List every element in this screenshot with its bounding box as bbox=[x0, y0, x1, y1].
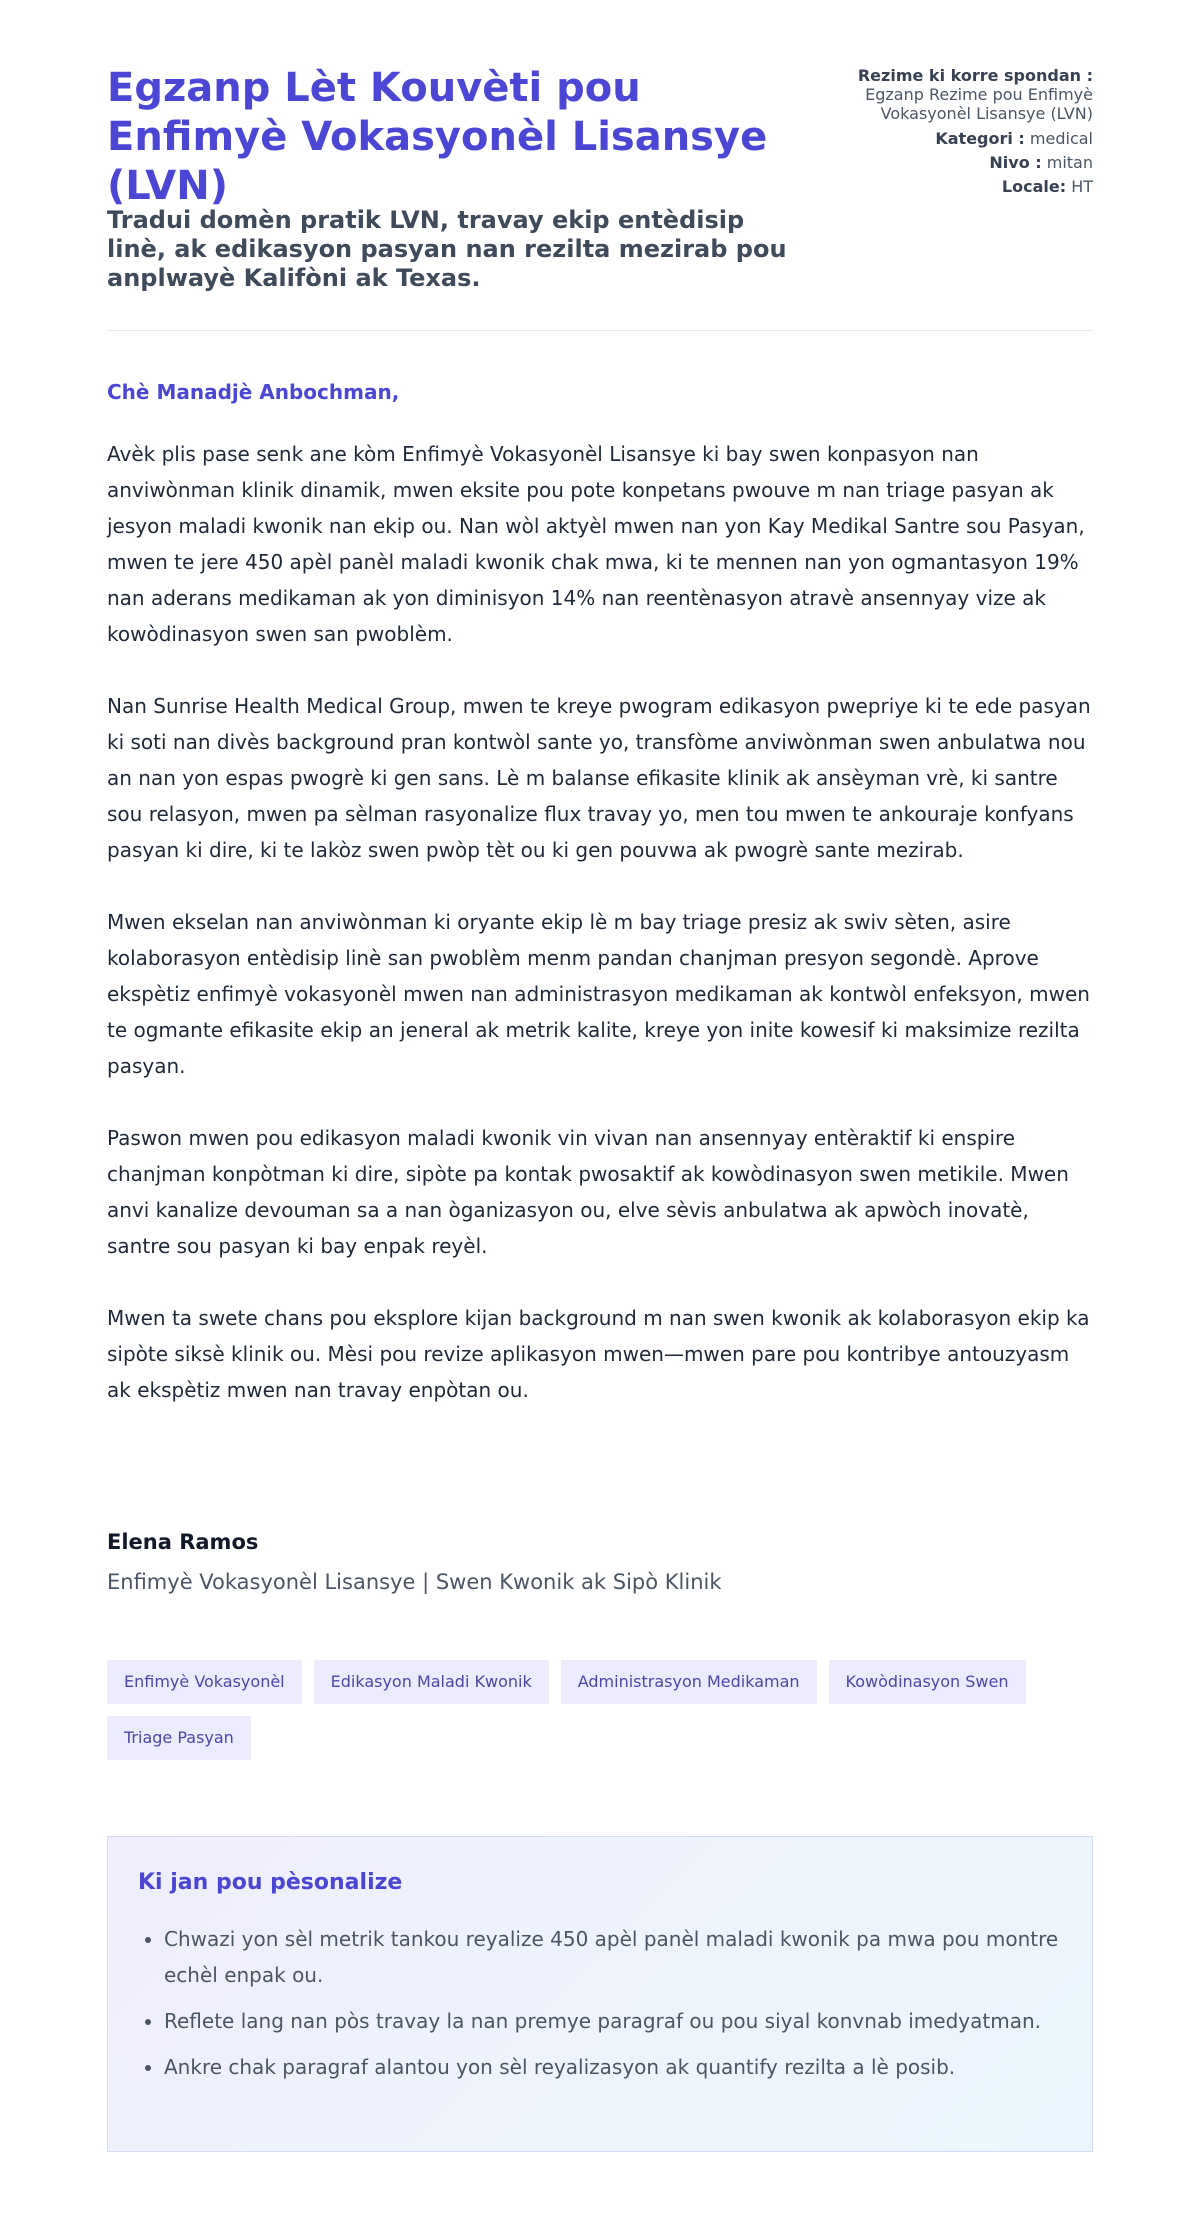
letter-paragraph: Mwen ekselan nan anviwònman ki oryante ekip lè m bay triage presiz ak swiv sèten, asire kolaborasyon entèdisip linè san pwoblèm menm pandan chanjman presyon segondè. Aprove ekspètiz enfimyè vokasyonèl mwen nan administrasyon medikaman ak kontwòl enfeksyon, mwen te ogmante efikasite ekip an jeneral ak metrik kalite, kreye yon inite kowesif ki maksimize rezilta pasyan. bbox=[107, 910, 1090, 1078]
skill-tag: Enfimyè Vokasyonèl bbox=[107, 1660, 302, 1704]
letter-paragraph: Paswon mwen pou edikasyon maladi kwonik vin vivan nan ansennyay entèraktif ki enspire chanjman konpòtman ki dire, sipòte pa kontak pwosaktif ak kowòdinasyon swen metikile. Mwen anvi kanalize devouman sa a nan òganizasyon ou, elve sèvis anbulatwa ak apwòch inovatè, santre sou pasyan ki bay enpak reyèl. bbox=[107, 1126, 1069, 1258]
skill-tag: Triage Pasyan bbox=[107, 1716, 251, 1760]
tips-item: • Chwazi yon sèl metrik tankou reyalize 450 apèl panèl maladi kwonik pa mwa pou montre echèl enpak ou. bbox=[164, 1921, 1062, 1993]
tips-list bbox=[138, 1921, 1062, 2085]
meta-level bbox=[793, 153, 1093, 172]
meta-panel bbox=[793, 66, 1093, 201]
page-subtitle: Tradui domèn pratik LVN, travay ekip entèdisip linè, ak edikasyon pasyan nan rezilta mezirab pou anplwayè Kalifòni ak Texas. bbox=[107, 206, 787, 292]
meta-category bbox=[793, 129, 1093, 148]
skill-tags bbox=[107, 1660, 1093, 1760]
skill-tag: Administrasyon Medikaman bbox=[561, 1660, 817, 1704]
signature-role: Enfimyè Vokasyonèl Lisansye | Swen Kwonik ak Sipò Klinik bbox=[107, 1570, 722, 1594]
tips-item: • Reflete lang nan pòs travay la nan premye paragraf ou pou siyal konvnab imedyatman. bbox=[164, 2003, 1062, 2039]
letter-paragraph: Avèk plis pase senk ane kòm Enfimyè Vokasyonèl Lisansye ki bay swen konpasyon nan anviwònman klinik dinamik, mwen eksite pou pote konpetans pwouve m nan triage pasyan ak jesyon maladi kwonik nan ekip ou. Nan wòl aktyèl mwen nan yon Kay Medikal Santre sou Pasyan, mwen te jere 450 apèl panèl maladi kwonik chak mwa, ki te mennen nan yon ogmantasyon 19% nan aderans medikaman ak yon diminisyon 14% nan reentènasyon atravè ansennyay vize ak kowòdinasyon swen san pwoblèm. bbox=[107, 442, 1085, 646]
letter-paragraph: Mwen ta swete chans pou eksplore kijan background m nan swen kwonik ak kolaborasyon ekip ka sipòte siksè klinik ou. Mèsi pou revize aplikasyon mwen—mwen pare pou kontribye antouzyasm ak ekspètiz mwen nan travay enpòtan ou. bbox=[107, 1306, 1090, 1402]
tips-title: Ki jan pou pèsonalize bbox=[138, 1870, 403, 1895]
meta-locale-label: Locale: bbox=[1001, 177, 1067, 196]
document-header bbox=[107, 0, 1093, 332]
letter-body bbox=[107, 436, 1093, 1444]
skill-tag: Edikasyon Maladi Kwonik bbox=[314, 1660, 549, 1704]
meta-resume-label: Rezime ki korre spondan : bbox=[857, 66, 1093, 85]
meta-locale-value: HT bbox=[1071, 177, 1093, 196]
meta-resume-value: Egzanp Rezime pou Enfimyè Vokasyonèl Lisansye (LVN) bbox=[865, 85, 1093, 123]
header-divider bbox=[107, 330, 1093, 331]
meta-category-label: Kategori : bbox=[935, 129, 1025, 148]
meta-locale bbox=[793, 177, 1093, 196]
letter-greeting: Chè Manadjè Anbochman, bbox=[107, 380, 400, 404]
meta-resume bbox=[793, 66, 1093, 123]
letter-paragraph: Nan Sunrise Health Medical Group, mwen te kreye pwogram edikasyon pwepriye ki te ede pasyan ki soti nan divès background pran kontwòl sante yo, transfòme anviwònman swen anbulatwa nou an nan yon espas pwogrè ki gen sans. Lè m balanse efikasite klinik ak ansèyman vrè, ki santre sou relasyon, mwen pa sèlman rasyonalize flux travay yo, men tou mwen te ankouraje konfyans pasyan ki dire, ki te lakòz swen pwòp tèt ou ki gen pouvwa ak pwogrè sante mezirab. bbox=[107, 694, 1091, 862]
page-title: Egzanp Lèt Kouvèti pou Enfimyè Vokasyonèl Lisansye (LVN) bbox=[107, 65, 768, 209]
tips-item: • Ankre chak paragraf alantou yon sèl reyalizasyon ak quantify rezilta a lè posib. bbox=[164, 2049, 1062, 2085]
meta-level-label: Nivo : bbox=[989, 153, 1042, 172]
signature-name: Elena Ramos bbox=[107, 1530, 259, 1554]
customize-tips-box bbox=[107, 1836, 1093, 2152]
meta-category-value: medical bbox=[1029, 129, 1093, 148]
skill-tag: Kowòdinasyon Swen bbox=[829, 1660, 1026, 1704]
meta-level-value: mitan bbox=[1046, 153, 1093, 172]
